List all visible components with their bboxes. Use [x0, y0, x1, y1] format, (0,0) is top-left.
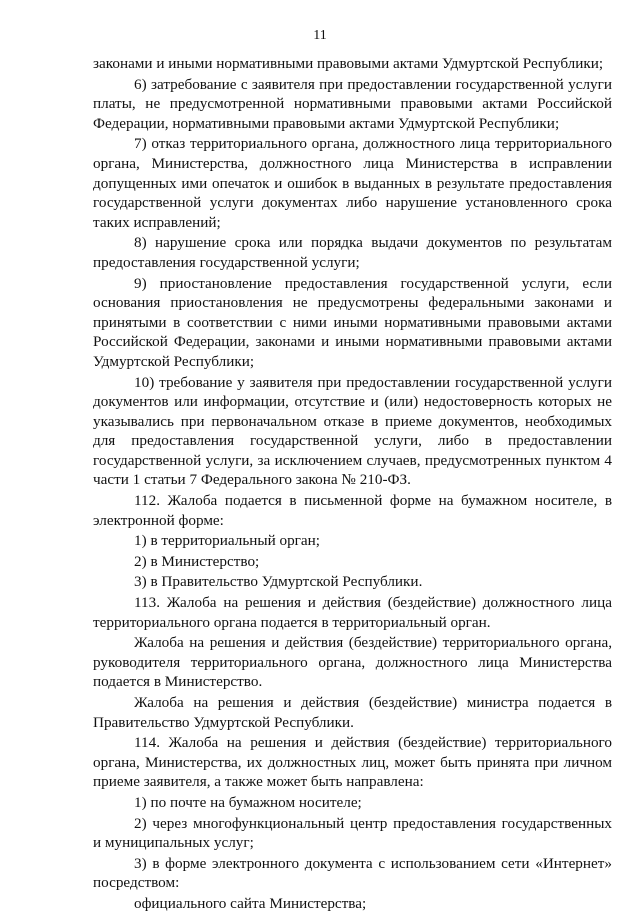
list-item: 2) в Министерство;	[134, 552, 260, 570]
paragraph: законами и иными нормативными правовыми актами Удмуртской Республики;	[93, 55, 604, 72]
paragraph: 8) нарушение срока или порядка выдачи документов по результатам предоставления государственной услуги;	[93, 234, 612, 271]
paragraph: Жалоба на решения и действия (бездействие) территориального органа, руководителя территориального органа, должностного лица Министерства подается в Министерство.	[93, 634, 612, 691]
paragraph: Жалоба на решения и действия (бездействие) министра подается в Правительство Удмуртской Республики.	[93, 694, 612, 731]
page-number: 11	[313, 28, 327, 43]
paragraph: 112. Жалоба подается в письменной форме на бумажном носителе, в электронной форме:	[93, 492, 612, 529]
list-item: 2) через многофункциональный центр предоставления государственных и муниципальных услуг;	[93, 814, 612, 852]
paragraph: 9) приостановление предоставления государственной услуги, если основания приостановления не предусмотрены федеральными законами и принятыми в соответствии с ними иными нормативными правовыми актами Российской Федерации, законами и иными нормативными правовыми актами Удмуртской Республики;	[93, 274, 612, 370]
paragraph: 7) отказ территориального органа, должностного лица территориального органа, Министерства, должностного лица Министерства в исправлении допущенных ими опечаток и ошибок в выданных в результате предоставления государственной услуги документах либо нарушение установленного срока таких исправлений;	[93, 135, 612, 231]
paragraph: 10) требование у заявителя при предоставлении государственной услуги документов или информации, отсутствие и (или) недостоверность которых не указывались при первоначальном отказе в приеме документов, необходимых для предоставления государственной услуги, либо в предоставлении государственной услуги, за исключением случаев, предусмотренных пунктом 4 части 1 статьи 7 Федерального закона № 210-ФЗ.	[93, 373, 612, 489]
document-body	[93, 54, 612, 915]
list-item: официального сайта Министерства;	[134, 894, 367, 912]
list-item: 3) в Правительство Удмуртской Республики.	[134, 573, 423, 591]
paragraph: 114. Жалоба на решения и действия (бездействие) территориального органа, Министерства, их должностных лиц, может быть принята при личном приеме заявителя, а также может быть направлена:	[93, 734, 612, 791]
list-item: 1) по почте на бумажном носителе;	[134, 793, 362, 811]
paragraph: 6) затребование с заявителя при предоставлении государственной услуги платы, не предусмотренной нормативными правовыми актами Российской Федерации, нормативными правовыми актами Удмуртской Республики;	[93, 75, 612, 132]
list-item: 3) в форме электронного документа с использованием сети «Интернет» посредством:	[93, 854, 612, 892]
paragraph: 113. Жалоба на решения и действия (бездействие) должностного лица территориального органа подается в территориальный орган.	[93, 594, 612, 631]
list-item: 1) в территориальный орган;	[134, 532, 321, 550]
